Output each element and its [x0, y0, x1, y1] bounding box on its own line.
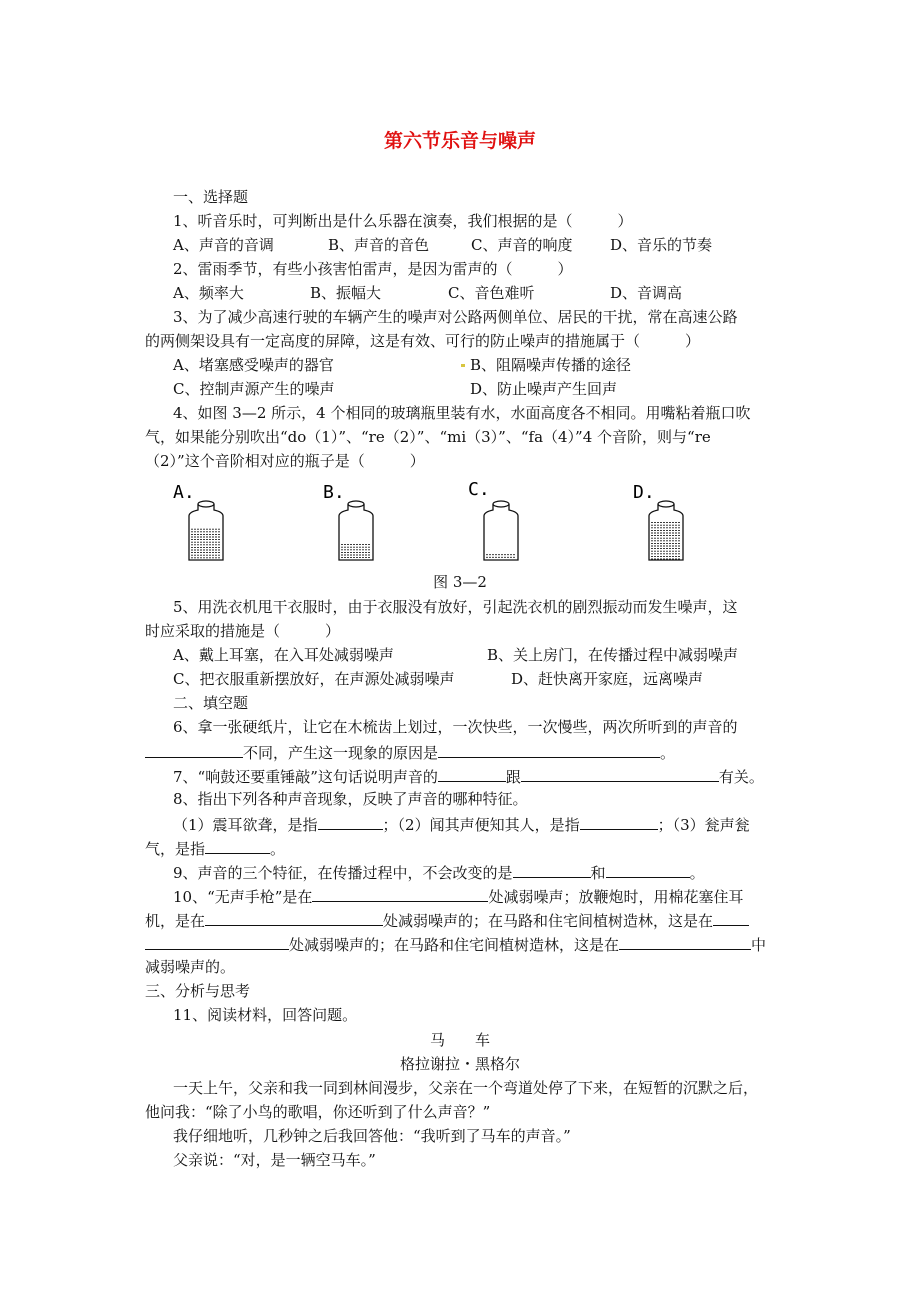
question-10-line-4: 减弱噪声的。: [145, 958, 236, 976]
question-5-option-a: A、戴上耳塞，在入耳处减弱噪声: [173, 646, 394, 664]
bottle-water: [486, 555, 516, 558]
answer-blank[interactable]: [318, 813, 383, 830]
stray-mark: [461, 364, 465, 367]
question-3-option-a: A、堵塞感受噪声的器官: [173, 356, 334, 374]
bottle-a: [173, 482, 223, 560]
question-7-text-2: 跟: [505, 768, 521, 786]
question-2-stem: 2、雷雨季节，有些小孩害怕雷声，是因为雷声的（ ）: [173, 260, 573, 278]
bottle-mouth: [198, 501, 214, 507]
reading-paragraph-1-line-2: 他问我：“除了小鸟的歌唱，你还听到了什么声音？”: [145, 1103, 491, 1121]
question-10-text-3: 机，是在: [145, 912, 206, 930]
answer-blank[interactable]: [606, 861, 690, 878]
section-heading-analysis: 三、分析与思考: [145, 982, 251, 1000]
answer-blank[interactable]: [145, 741, 243, 758]
question-1-stem: 1、听音乐时，可判断出是什么乐器在演奏，我们根据的是（ ）: [173, 212, 633, 230]
answer-blank[interactable]: [145, 933, 289, 950]
question-1-option-b: B、声音的音色: [328, 236, 430, 254]
bottle-c: [468, 479, 518, 560]
bottle-label: A.: [173, 482, 195, 503]
question-1-option-d: D、音乐的节奏: [610, 236, 713, 254]
reading-paragraph-1-line-1: 一天上午，父亲和我一同到林间漫步，父亲在一个弯道处停了下来，在短暂的沉默之后，: [173, 1079, 759, 1097]
question-10-text-5: 处减弱噪声的；在马路和住宅间植树造林，这是在: [289, 936, 620, 954]
question-4-stem-line-3: （2）”这个音阶相对应的瓶子是（ ）: [145, 452, 425, 470]
question-9-text-2: 和: [590, 864, 606, 882]
question-6-line-2: [145, 741, 675, 763]
question-4-stem-line-1: 4、如图 3—2 所示，4 个相同的玻璃瓶里装有水，水面高度各不相同。用嘴粘着瓶口吹: [173, 404, 751, 422]
answer-blank[interactable]: [205, 909, 383, 926]
question-8-end: 。: [270, 840, 286, 858]
reading-author: 格拉谢拉・黑格尔: [399, 1055, 520, 1073]
bottle-outline: [484, 504, 518, 560]
bottle-water: [651, 523, 681, 559]
bottle-label: B.: [323, 482, 345, 503]
bottle-water: [191, 529, 221, 558]
question-8-line-1: 8、指出下列各种声音现象，反映了声音的哪种特征。: [173, 790, 528, 808]
answer-blank[interactable]: [312, 885, 488, 902]
question-3-option-c: C、控制声源产生的噪声: [173, 380, 335, 398]
question-8-text-2: ；（2）闻其声便知其人，是指: [382, 816, 580, 834]
question-3-option-d: D、防止噪声产生回声: [470, 380, 618, 398]
bottle-mouth: [658, 501, 674, 507]
question-7-line: [173, 765, 764, 787]
question-10-text-2: 处减弱噪声；放鞭炮时，用棉花塞住耳: [488, 888, 744, 906]
question-1-option-a: A、声音的音调: [173, 236, 274, 254]
answer-blank[interactable]: [513, 861, 591, 878]
question-8-line-3: [145, 837, 285, 859]
question-3-option-b: B、阻隔噪声传播的途径: [470, 356, 632, 374]
question-5-option-d: D、赶快离开家庭，远离噪声: [511, 670, 704, 688]
bottle-water: [341, 545, 371, 558]
bottle-outline: [339, 504, 373, 560]
question-5-stem-line-1: 5、用洗衣机甩干衣服时，由于衣服没有放好，引起洗衣机的剧烈振动而发生噪声，这: [173, 598, 738, 616]
question-10-text-4: 处减弱噪声的；在马路和住宅间植树造林，这是在: [383, 912, 714, 930]
question-6-text: 不同，产生这一现象的原因是: [243, 744, 439, 762]
answer-blank[interactable]: [438, 741, 660, 758]
section-heading-choice: 一、选择题: [173, 188, 249, 206]
reading-paragraph-2: 我仔细地听，几秒钟之后我回答他：“我听到了马车的声音。”: [173, 1127, 571, 1145]
question-10-line-3: [145, 933, 766, 955]
question-1-option-c: C、声音的响度: [471, 236, 573, 254]
answer-blank[interactable]: [619, 933, 751, 950]
question-10-line-2: [145, 909, 749, 931]
answer-blank[interactable]: [438, 765, 506, 782]
question-7-end: 有关。: [718, 768, 764, 786]
page-title: 第六节乐音与噪声: [383, 130, 536, 152]
answer-blank[interactable]: [521, 765, 719, 782]
question-6-line-1: 6、拿一张硬纸片，让它在木梳齿上划过，一次快些，一次慢些，两次所听到的声音的: [173, 718, 738, 736]
bottle-label: D.: [633, 482, 655, 503]
bottle-mouth: [493, 501, 509, 507]
question-10-text-1: 10、“无声手枪”是在: [173, 888, 313, 906]
reading-title: 马 车: [429, 1031, 490, 1049]
question-8-text-4: 气，是指: [145, 840, 206, 858]
question-2-option-d: D、音调高: [610, 284, 683, 302]
answer-blank[interactable]: [205, 837, 270, 854]
bottle-b: [323, 482, 373, 560]
question-8-text-3: ；（3）瓮声瓮: [657, 816, 750, 834]
question-5-option-c: C、把衣服重新摆放好，在声源处减弱噪声: [173, 670, 455, 688]
question-9-line: [173, 861, 705, 883]
question-9-end: 。: [689, 864, 705, 882]
section-heading-fill: 二、填空题: [173, 694, 249, 712]
reading-paragraph-3: 父亲说：“对，是一辆空马车。”: [173, 1151, 376, 1169]
bottle-label: C.: [468, 479, 490, 500]
question-10-line-1: [173, 885, 743, 907]
answer-blank[interactable]: [713, 909, 749, 926]
bottles-figure: [165, 478, 705, 568]
question-8-text-1: （1）震耳欲聋，是指: [173, 816, 318, 834]
question-5-option-b: B、关上房门，在传播过程中减弱噪声: [487, 646, 739, 664]
question-8-line-2: [173, 813, 750, 835]
question-11-stem: 11、阅读材料，回答问题。: [173, 1006, 358, 1024]
question-2-option-b: B、振幅大: [310, 284, 382, 302]
question-3-stem-line-1: 3、为了减少高速行驶的车辆产生的噪声对公路两侧单位、居民的干扰，常在高速公路: [173, 308, 738, 326]
question-2-option-c: C、音色难听: [448, 284, 535, 302]
question-9-text: 9、声音的三个特征，在传播过程中，不会改变的是: [173, 864, 513, 882]
bottle-d: [633, 482, 683, 560]
question-3-stem-line-2: 的两侧架设具有一定高度的屏障，这是有效、可行的防止噪声的措施属于（ ）: [145, 332, 701, 350]
answer-blank[interactable]: [580, 813, 658, 830]
question-4-stem-line-2: 气，如果能分别吹出“do（1）”、“re（2）”、“mi（3）”、“fa（4）”4 个音阶，则与“re: [145, 428, 711, 446]
question-5-stem-line-2: 时应采取的措施是（ ）: [145, 622, 341, 640]
question-7-text: 7、“响鼓还要重锤敲”这句话说明声音的: [173, 768, 438, 786]
question-2-option-a: A、频率大: [173, 284, 244, 302]
figure-caption: 图 3—2: [433, 573, 487, 591]
question-10-text-6: 中: [751, 936, 767, 954]
bottle-mouth: [348, 501, 364, 507]
question-6-end: 。: [660, 744, 676, 762]
